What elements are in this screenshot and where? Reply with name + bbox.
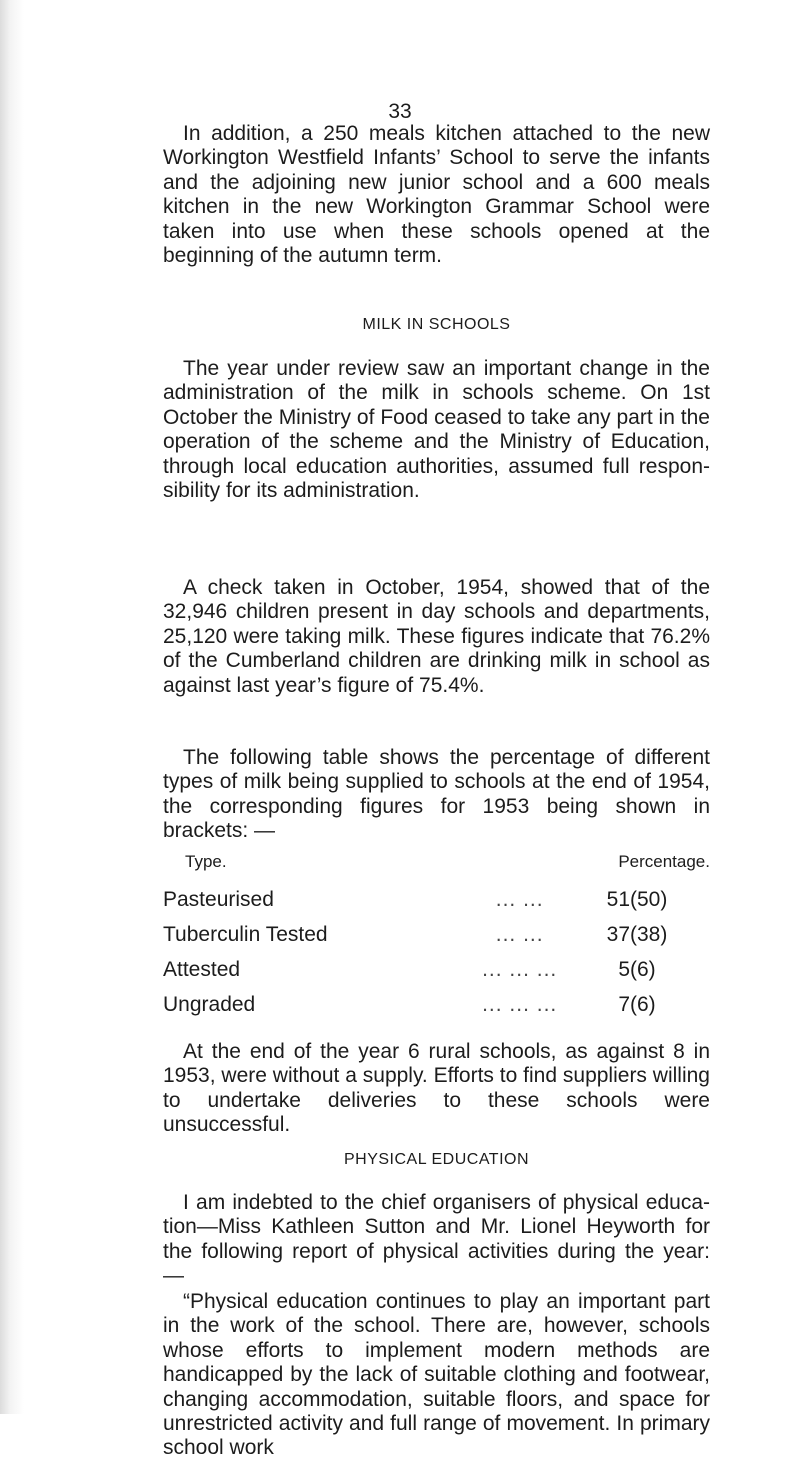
- paragraph-rural-schools: At the end of the year 6 rural schools, as against 8 in 1953, were without a supply. Efforts to find suppliers willing to undertake deliveries to these schools were unsuccessful.: [163, 1040, 710, 1137]
- percentage-1954: 37: [606, 922, 630, 946]
- percentage-1954: 5: [618, 957, 630, 981]
- leader-dots: ... ...: [495, 887, 544, 911]
- table-row: [163, 952, 710, 987]
- milk-types-table: [163, 852, 710, 1022]
- leader-dots: ... ...: [495, 922, 544, 946]
- table-header-row: [163, 852, 710, 882]
- percentage-1953: (6): [630, 992, 656, 1016]
- column-header-type: Type.: [185, 852, 227, 871]
- paragraph-pe-intro: I am indebted to the chief organisers of physical education—Miss Kathleen Sutton and Mr. Lionel Heyworth for the following report of physical activities during the year: —: [163, 1191, 710, 1288]
- table-row: [163, 882, 710, 917]
- percentage-1953: (38): [630, 922, 668, 946]
- paragraph-kitchens: In addition, a 250 meals kitchen attached to the new Workington Westfield Infants’ School to serve the infants and the adjoining new junior school and a 600 meals kitchen in the new Workington Grammar School were taken into use when these schools opened at the beginning of the autumn term.: [163, 122, 710, 268]
- percentage-1953: (50): [630, 887, 668, 911]
- paragraph-milk-change: The year under review saw an important change in the administration of the milk in schools scheme. On 1st October the Ministry of Food ceased to take any part in the operation of the scheme and the Ministry of Education, through local education authorities, assumed full responsibility for its administration.: [163, 357, 710, 503]
- milk-type: Attested: [163, 957, 241, 981]
- paragraph-pe-report: “Physical education continues to play an important part in the work of the school. There are, however, schools whose efforts to implement modern methods are handicapped by the lack of suitable clothing and footwear, changing accommodation, suitable floors, and space for unrestricted activity and full range of movement. In primary school work: [163, 1290, 710, 1460]
- milk-type: Tuberculin Tested: [163, 922, 328, 946]
- table-row: [163, 917, 710, 952]
- leader-dots: ... ... ...: [482, 992, 558, 1016]
- milk-type: Pasteurised: [163, 887, 274, 911]
- heading-physical-education: PHYSICAL EDUCATION: [343, 1151, 530, 1168]
- paragraph-milk-table-intro: The following table shows the percentage of different types of milk being supplied to schools at the end of 1954, the corresponding figures for 1953 being shown in brackets: —: [163, 746, 710, 843]
- percentage-1954: 7: [618, 992, 630, 1016]
- table-row: [163, 987, 710, 1022]
- leader-dots: ... ... ...: [482, 957, 558, 981]
- paragraph-milk-check: A check taken in October, 1954, showed that of the 32,946 children present in day schools and departments, 25,120 were taking milk. These figures indicate that 76.2% of the Cumberland children are drinking milk in school as against last year’s figure of 75.4%.: [163, 576, 710, 697]
- percentage-1954: 51: [606, 887, 630, 911]
- milk-type: Ungraded: [163, 992, 256, 1016]
- heading-milk-in-schools: MILK IN SCHOOLS: [362, 316, 511, 333]
- column-header-percentage: Percentage.: [618, 852, 710, 871]
- page-number: 33: [388, 100, 412, 123]
- percentage-1953: (6): [630, 957, 656, 981]
